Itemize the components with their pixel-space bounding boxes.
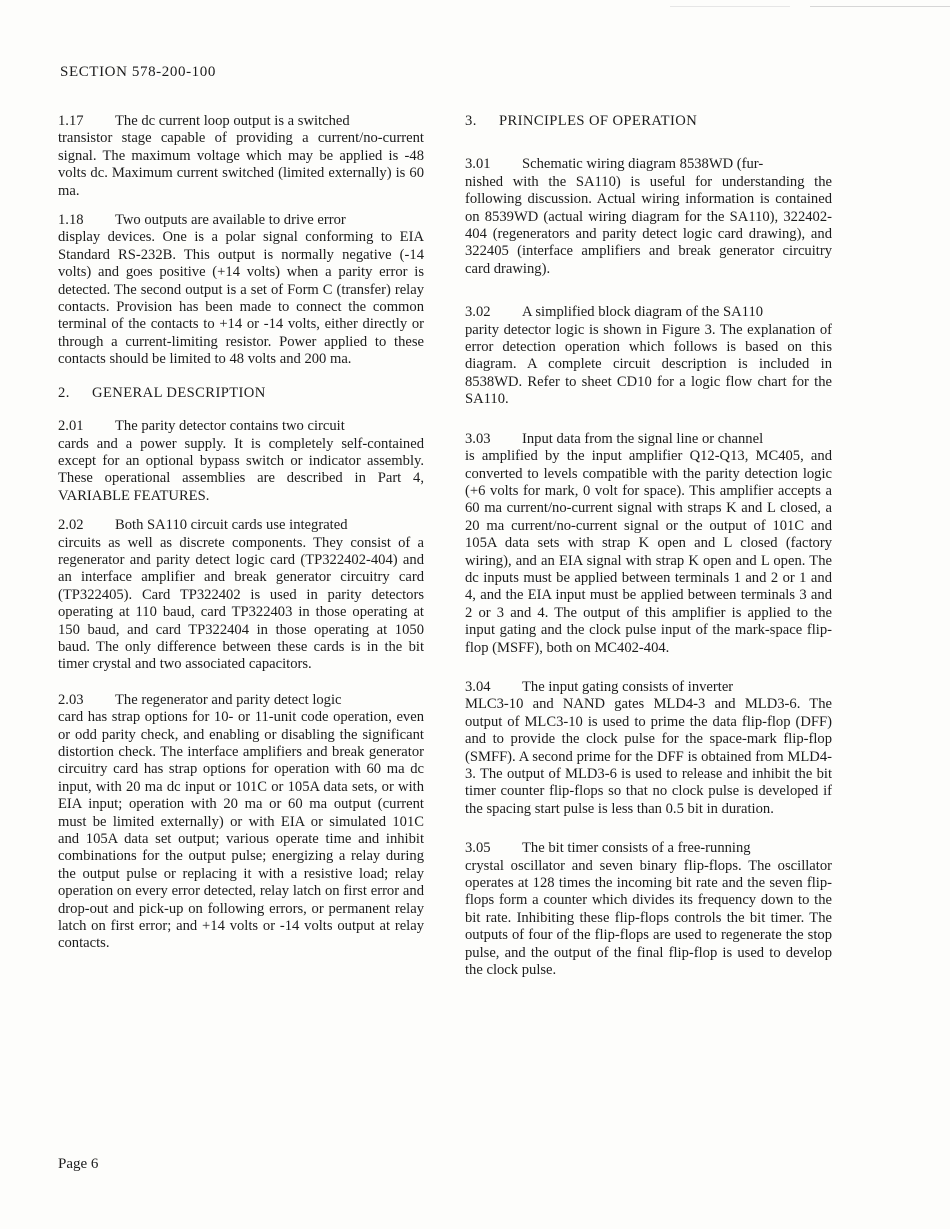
paragraph-number: 2.02 <box>58 517 84 534</box>
paragraph-body: cards and a power supply. It is completely self-contained except for an optional bypass switch or indicator assembly. These operational assemblies are described in Part 4, VARIABLE FEATURES. <box>58 435 424 504</box>
heading-title: GENERAL DESCRIPTION <box>92 384 266 401</box>
paragraph-1-17 <box>58 113 424 200</box>
paragraph-2-03 <box>58 692 424 953</box>
right-column <box>465 113 832 991</box>
paragraph-lead: The parity detector contains two circuit <box>115 418 345 435</box>
paragraph-3-05 <box>465 840 832 979</box>
paragraph-body: MLC3-10 and NAND gates MLD4-3 and MLD3-6. The output of MLC3-10 is used to prime the data flip-flop (DFF) and to provide the clock pulse for the space-mark flip-flop (SMFF). A second prime for the DFF is obtained from MLD4-3. The output of MLD3-6 is used to release and inhibit the bit timer counter flip-flops so that no clock pulse is developed if the spacing start pulse is less than 0.5 bit in duration. <box>465 696 832 817</box>
paragraph-lead: Schematic wiring diagram 8538WD (fur- <box>522 156 764 173</box>
paragraph-number: 2.03 <box>58 691 84 708</box>
heading-number: 3. <box>465 113 477 129</box>
paragraph-2-01 <box>58 418 424 505</box>
paragraph-3-02 <box>465 304 832 408</box>
paragraph-body: nished with the SA110) is useful for understanding the following discussion. Actual wiring information is contained on 8539WD (actual wiring diagram for the SA110), 322402-404 (regenerators and parity detect logic card drawing), and 322405 (interface amplifiers and break generator circuitry card drawing). <box>465 173 832 277</box>
paragraph-2-02 <box>58 517 424 674</box>
paragraph-body: transistor stage capable of providing a current/no-current signal. The maximum voltage which may be applied is -48 volts dc. Maximum current switched (limited externally) is 60 ma. <box>58 130 424 199</box>
paragraph-lead: Two outputs are available to drive error <box>115 212 346 229</box>
section-heading-3 <box>465 113 832 130</box>
paragraph-number: 3.01 <box>465 156 491 173</box>
paragraph-lead: The dc current loop output is a switched <box>115 113 350 129</box>
paragraph-lead: A simplified block diagram of the SA110 <box>522 304 764 321</box>
paragraph-body: parity detector logic is shown in Figure 3. The explanation of error detection operation which follows is based on this diagram. A complete circuit description is included in 8538WD. Refer to sheet CD10 for a logic flow chart for the SA110. <box>465 321 832 408</box>
paragraph-3-03 <box>465 431 832 657</box>
page-number: Page 6 <box>58 1156 99 1172</box>
paragraph-1-18 <box>58 212 424 369</box>
left-column <box>58 113 424 965</box>
paragraph-number: 1.17 <box>58 113 84 129</box>
paragraph-lead: The bit timer consists of a free-running <box>522 840 751 857</box>
scan-mark <box>670 6 790 7</box>
paragraph-number: 1.18 <box>58 212 84 229</box>
heading-number: 2. <box>58 384 70 401</box>
paragraph-body: display devices. One is a polar signal conforming to EIA Standard RS-232B. This output is normally negative (-14 volts) and goes positive (+14 volts) when a parity error is detected. The second output is a set of Form C (transfer) relay contacts. Provision has been made to connect the common terminal of the contacts to +14 or -14 volts, either directly or through a current-limiting resistor. Power applied to these contacts should be limited to 48 volts and 200 ma. <box>58 229 424 368</box>
paragraph-body: is amplified by the input amplifier Q12-Q13, MC405, and converted to levels compatible with the parity detection logic (+6 volts for mark, 0 volt for space). This amplifier accepts a 60 ma current/no-current signal with straps K and L closed, a 20 ma current/no-current signal or the output of 101C and 105A data sets with strap K open and L closed (factory wiring), and an EIA signal with strap K open and L open. The dc inputs must be applied between terminals 1 and 2 or 1 and 4, and the EIA input must be applied between terminals 3 and 2 or 3 and 4. The output of this amplifier is applied to the input gating and the clock pulse input of the mark-space flip-flop (MSFF), both on MC402-404. <box>465 448 832 656</box>
paragraph-body: circuits as well as discrete components. They consist of a regenerator and parity detect logic card (TP322402-404) and an interface amplifier and break generator circuitry card (TP322405). Card TP322402 is used in parity detectors operating at 110 baud, card TP322403 in those operating at 150 baud, and card TP322404 in those operating at 1050 baud. The only difference between these cards is in the bit timer crystal and two associated capacitors. <box>58 534 424 673</box>
paragraph-3-04 <box>465 679 832 818</box>
paragraph-lead: The input gating consists of inverter <box>522 678 734 695</box>
scan-mark <box>810 6 950 7</box>
paragraph-number: 3.02 <box>465 304 491 321</box>
section-header: SECTION 578-200-100 <box>60 64 216 80</box>
paragraph-lead: Input data from the signal line or channel <box>522 430 764 447</box>
heading-title: PRINCIPLES OF OPERATION <box>499 113 698 129</box>
paragraph-body: card has strap options for 10- or 11-unit code operation, even or odd parity check, and enabling or disabling the significant distortion check. The interface amplifiers and break generator circuitry card has strap options for operation with 60 ma dc input, with 20 ma dc input or 101C or 105A data sets, or with EIA input; operation with 20 ma or 60 ma output (current must be limited externally) or with EIA or simulated 101C and 105A data set output; various operate time and inhibit combinations for the output pulse; energizing a relay during the output pulse or replacing it with a resistive load; relay operation on every error detected, relay latch on first error and drop-out and pick-up on following errors, or permanent relay latch on first error; and +14 volts or -14 volts output at relay contacts. <box>58 709 424 952</box>
section-heading-2 <box>58 385 424 402</box>
paragraph-3-01 <box>465 156 832 278</box>
paragraph-number: 2.01 <box>58 418 84 435</box>
paragraph-number: 3.03 <box>465 430 491 447</box>
paragraph-number: 3.05 <box>465 840 491 857</box>
paragraph-lead: Both SA110 circuit cards use integrated <box>115 517 348 534</box>
paragraph-lead: The regenerator and parity detect logic <box>115 691 342 708</box>
paragraph-body: crystal oscillator and seven binary flip-flops. The oscillator operates at 128 times the incoming bit rate and the seven flip-flops form a counter which divides its frequency down to the bit rate. Inhibiting these flip-flops controls the bit timer. The outputs of four of the flip-flops are used to regenerate the stop pulse, and the output of the final flip-flop is used to develop the clock pulse. <box>465 857 832 979</box>
paragraph-number: 3.04 <box>465 678 491 695</box>
